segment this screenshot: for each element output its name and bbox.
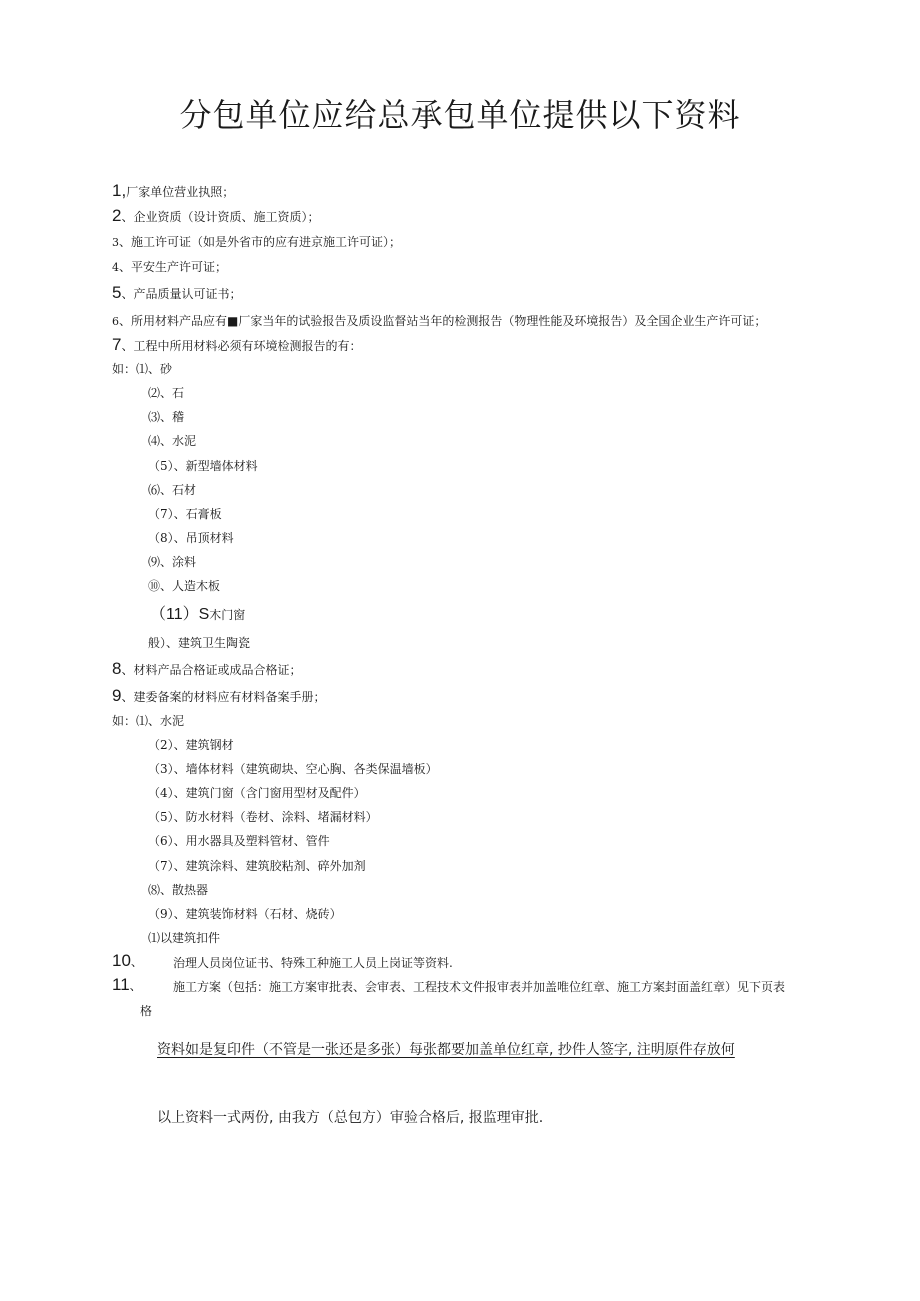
final-note: 以上资料一式两份, 由我方（总包方）审验合格后, 报监理审批. xyxy=(157,1110,544,1126)
list-item-text: 木门窗 xyxy=(209,608,246,622)
list-item: （4）、建筑门窗（含门窗用型材及配件） xyxy=(148,786,366,800)
document-title: 分包单位应给总承包单位提供以下资料 xyxy=(179,96,741,134)
item-number: 5 xyxy=(112,283,122,302)
item-8 xyxy=(112,661,301,678)
list-item: （6）、用水器具及塑料管材、管件 xyxy=(148,834,330,848)
item-1 xyxy=(112,183,234,200)
list-item: ⑴、水泥 xyxy=(136,714,185,728)
item-4 xyxy=(112,259,227,276)
item-5 xyxy=(112,285,241,302)
list-item: ⑹、石材 xyxy=(148,483,197,497)
list7-prefix-line xyxy=(112,361,172,377)
item-separator: 、 xyxy=(130,955,143,969)
list-item: （2）、建筑钢材 xyxy=(148,738,234,752)
item-10 xyxy=(112,953,143,970)
item-number: 4 xyxy=(112,261,119,274)
item-number: 11 xyxy=(112,975,130,994)
item-number: 1, xyxy=(112,181,127,200)
item-number: 10 xyxy=(112,951,131,970)
item-11-text: 施工方案（包括：施工方案审批表、会审表、工程技术文件报审表并加盖唯位红章、施工方案封面盖红章）见下页表 xyxy=(173,980,786,994)
item-10-text: 治理人员岗位证书、特殊工种施工人员上岗证等资料. xyxy=(173,956,453,970)
list-item: ⑻、散热器 xyxy=(148,883,209,897)
list-prefix: 如： xyxy=(112,362,137,376)
list-prefix: 如： xyxy=(112,714,137,728)
item-text: 厂家单位营业执照； xyxy=(126,185,235,199)
item-number: 8 xyxy=(112,659,122,678)
item-number: 2 xyxy=(112,206,122,225)
item-11-continuation: 格 xyxy=(140,1004,153,1018)
item-number: 3 xyxy=(112,236,119,249)
list-item: （7）、建筑涂料、建筑胶粘剂、碎外加剂 xyxy=(148,859,366,873)
list-item: ⑷、水泥 xyxy=(148,434,197,448)
list-item-11 xyxy=(150,607,245,623)
list-item: （3）、墙体材料（建筑砌块、空心胸、各类保温墙板） xyxy=(148,762,438,776)
list-item: （9）、建筑装饰材料（石材、烧砖） xyxy=(148,907,342,921)
item-number: 6 xyxy=(112,315,119,328)
item-text: 、平安生产许可证； xyxy=(119,260,228,274)
list-item: ⑵、石 xyxy=(148,386,185,400)
list-item: ⑼、涂料 xyxy=(148,555,197,569)
list-item: 般）、建筑卫生陶瓷 xyxy=(148,636,251,650)
list-item: ⑶、稽 xyxy=(148,410,185,424)
list-item: （7）、石膏板 xyxy=(148,507,222,521)
item-text: 、材料产品合格证或成品合格证； xyxy=(121,663,302,677)
list-item: （5）、新型墙体材料 xyxy=(148,459,258,473)
list-item: ⑩、人造木板 xyxy=(148,579,221,593)
item-text: 、建委备案的材料应有材料备案手册； xyxy=(121,690,326,704)
list-item: ⑴以建筑扣件 xyxy=(148,931,221,945)
item-3 xyxy=(112,234,401,251)
item-text: 、工程中所用材料必须有环境检测报告的有： xyxy=(121,339,362,353)
copy-note: 资料如是复印件（不管是一张还是多张）每张都要加盖单位红章, 抄件人签字, 注明原件存放何 xyxy=(157,1042,735,1058)
item-11 xyxy=(112,977,142,994)
item-number: 9 xyxy=(112,686,122,705)
list-item: （8）、吊顶材料 xyxy=(148,531,234,545)
item-text: 、施工许可证（如是外省市的应有进京施工许可证）； xyxy=(119,235,402,249)
list-item: （5）、防水材料（卷材、涂料、堵漏材料） xyxy=(148,810,378,824)
item-text: 、产品质量认可证书； xyxy=(121,287,242,301)
item-2 xyxy=(112,208,319,225)
list-item-number: （11）S xyxy=(150,606,210,623)
item-9 xyxy=(112,688,325,705)
item-text: 、所用材料产品应有■厂家当年的试验报告及质设监督站当年的检测报告（物理性能及环境报告）及全国企业生产许可证； xyxy=(119,314,767,328)
list-item: ⑴、砂 xyxy=(136,362,173,376)
item-text: 、企业资质（设计资质、施工资质）； xyxy=(121,210,320,224)
item-6 xyxy=(112,313,766,330)
item-number: 7 xyxy=(112,335,122,354)
item-7 xyxy=(112,337,361,354)
list9-prefix-line xyxy=(112,713,184,729)
item-separator: 、 xyxy=(129,979,142,993)
